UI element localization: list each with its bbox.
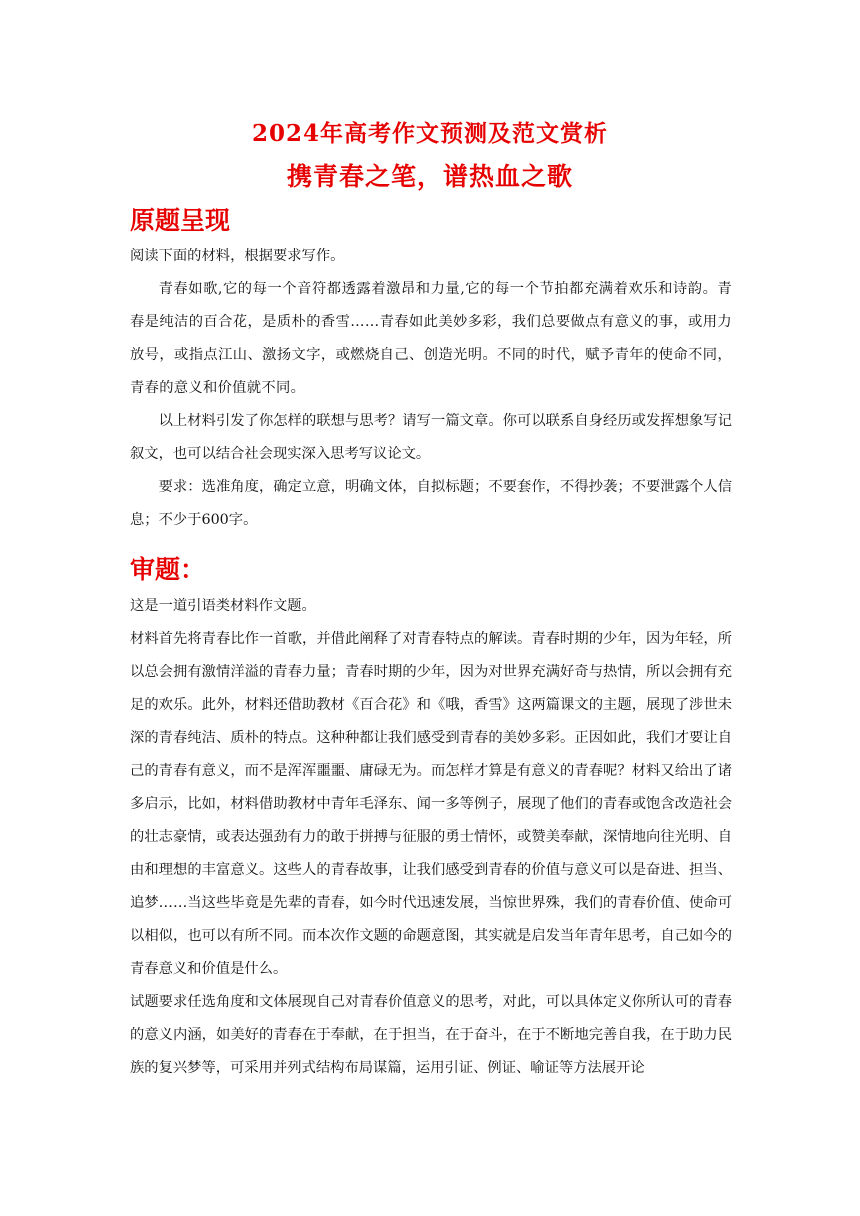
requirements-text: 要求：选准角度，确定立意，明确文体，自拟标题；不要套作，不得抄袭；不要泄露个人信息；不少于600字。 bbox=[130, 479, 732, 528]
material-text: 青春如歌,它的每一个音符都透露着激昂和力量,它的每一个节拍都充满着欢乐和诗韵。青春是纯洁的百合花，是质朴的香雪……青春如此美妙多彩，我们总要做点有意义的事，或用力放号，或指点江山、激扬文字，或燃烧自己、创造光明。不同的时代，赋予青年的使命不同，青春的意义和价值就不同。 bbox=[130, 281, 732, 396]
intro-text: 阅读下面的材料，根据要求写作。 bbox=[130, 248, 345, 264]
analysis-paragraph-2: 材料首先将青春比作一首歌，并借此阐释了对青春特点的解读。青春时期的少年，因为年轻，所以总会拥有激情洋溢的青春力量；青春时期的少年，因为对世界充满好奇与热情，所以会拥有充足的欢乐。此外，材料还借助教材《百合花》和《哦，香雪》这两篇课文的主题，展现了涉世未深的青春纯洁、质朴的特点。这种种都让我们感受到青春的美妙多彩。正因如此，我们才要让自己的青春有意义，而不是浑浑噩噩、庸碌无为。而怎样才算是有意义的青春呢？材料又给出了诸多启示，比如，材料借助教材中青年毛泽东、闻一多等例子，展现了他们的青春或饱含改造社会的壮志豪情，或表达强劲有力的敢于拼搏与征服的勇士情怀，或赞美奉献，深情地向往光明、自由和理想的丰富意义。这些人的青春故事，让我们感受到青春的价值与意义可以是奋进、担当、追梦……当这些毕竟是先辈的青春，如今时代迅速发展，当惊世界殊，我们的青春价值、使命可以相似，也可以有所不同。而本次作文题的命题意图，其实就是启发当年青年思考，自己如今的青春意义和价值是什么。 bbox=[130, 631, 732, 977]
analysis-paragraph-3: 试题要求任选角度和文体展现自己对青春价值意义的思考，对此，可以具体定义你所认可的青春的意义内涵，如美好的青春在于奉献，在于担当，在于奋斗，在于不断地完善自我，在于助力民族的复兴梦等，可采用并列式结构布局谋篇，运用引证、例证、喻证等方法展开论 bbox=[130, 994, 732, 1076]
section-original-question bbox=[130, 240, 732, 537]
section-analysis bbox=[130, 590, 732, 1085]
document-title: 2024年高考作文预测及范文赏析 bbox=[251, 120, 608, 147]
document-subtitle: 携青春之笔，谱热血之歌 bbox=[286, 162, 573, 191]
section-heading-analysis: 审题： bbox=[130, 555, 206, 584]
analysis-paragraph-1: 这是一道引语类材料作文题。 bbox=[130, 598, 316, 614]
section-heading-original-question: 原题呈现 bbox=[130, 206, 231, 235]
prompt-text: 以上材料引发了你怎样的联想与思考？请写一篇文章。你可以联系自身经历或发挥想象写记叙文，也可以结合社会现实深入思考写议论文。 bbox=[130, 413, 732, 462]
